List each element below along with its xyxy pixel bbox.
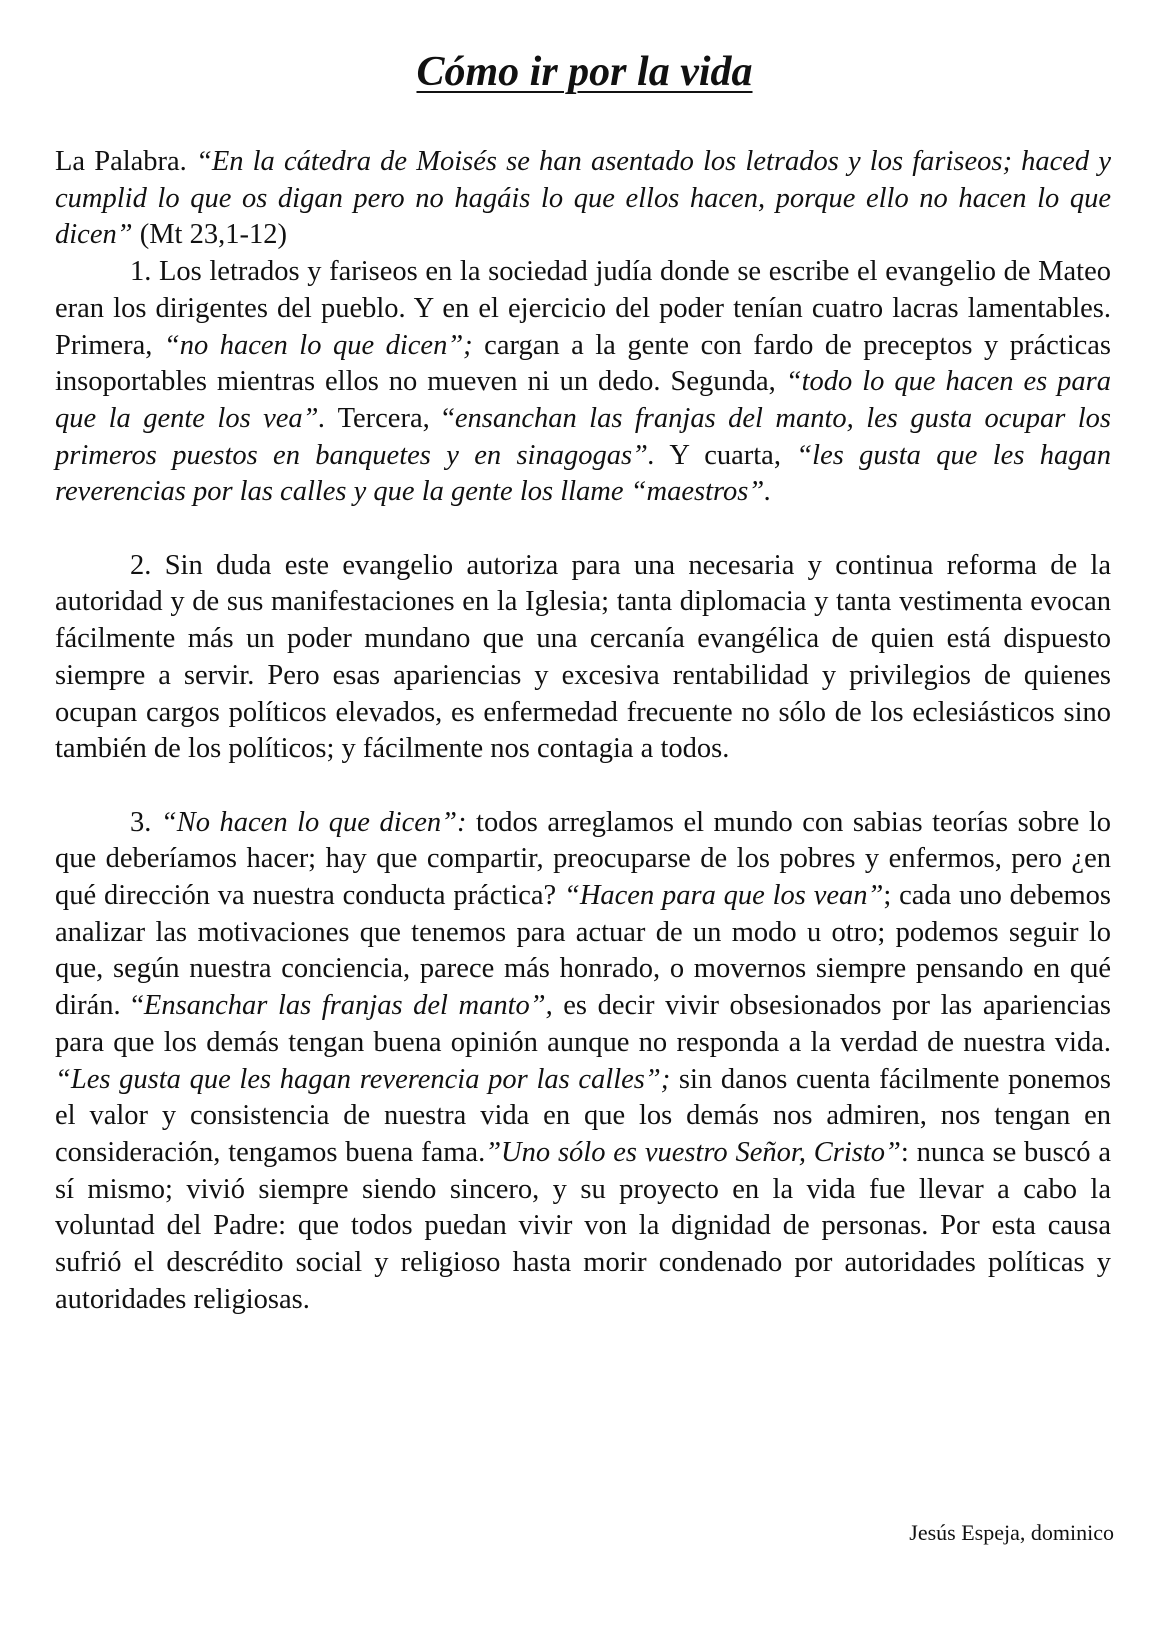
paragraph-3: [55, 805, 1111, 1319]
p3-quote-1: “No hacen lo que dicen”:: [160, 806, 467, 838]
article-body: [55, 144, 1111, 1318]
p1-quote-3: ensanchan las franjas del manto, les gusta ocupar los primeros puestos en banquetes y en sinagogas”.: [55, 402, 1112, 471]
p1-text-3: Tercera, “: [325, 402, 455, 434]
intro-paragraph: [55, 144, 1111, 254]
p3-quote-4: “Les gusta que les hagan reverencia por las calles”;: [55, 1063, 671, 1095]
paragraph-1: [55, 254, 1111, 511]
p3-text-1: 3.: [130, 806, 161, 838]
p3-text-3: ; cada uno debemos analizar las motivaciones que tenemos para actuar de un modo u otro; podemos seguir lo que, según nuestra conciencia, parece más honrado, o movernos siempre pensando en qué dirán. “: [55, 880, 1111, 1022]
p1-text-2: cargan a la gente con fardo de preceptos y prácticas insoportables mientras ellos no mueven ni un dedo. Segunda,: [55, 329, 1112, 398]
p1-text-1: 1. Los letrados y fariseos en la sociedad judía donde se escribe el evangelio de Mateo eran los dirigentes del pueblo. Y en el ejercicio del poder tenían cuatro lacras lamentables. Primera,: [55, 256, 1111, 361]
author-signature: Jesús Espeja, dominico: [909, 1520, 1114, 1545]
p3-quote-5: ”Uno sólo es vuestro Señor, Cristo”: [485, 1136, 901, 1168]
p1-quote-1: “no hacen lo que dicen”;: [163, 329, 473, 361]
p3-text-5: sin danos cuenta fácilmente ponemos el valor y consistencia de nuestra vida en que los demás nos admiren, nos tengan en consideración, tengamos buena fama.: [55, 1063, 1111, 1168]
p1-quote-2: “todo lo que hacen es para que la gente los vea”.: [55, 366, 1112, 434]
page-title: [0, 42, 1169, 102]
intro-lead: La Palabra.: [55, 146, 196, 177]
intro-quote: “En la cátedra de Moisés se han asentado los letrados y los fariseos; haced y cumplid lo que os digan pero no hagáis lo que ellos hacen, porque ello no hacen lo que dicen”: [55, 146, 1111, 251]
p3-text-6: : nunca se buscó a sí mismo; vivió siempre siendo sincero, y su proyecto en la vida fue llevar a cabo la voluntad del Padre: que todos puedan vivir von la dignidad de personas. Por esta causa sufrió el descrédito social y religioso hasta morir condenado por autoridades políticas y autoridades religiosas.: [55, 1136, 1111, 1315]
p2-text: 2. Sin duda este evangelio autoriza para una necesaria y continua reforma de la autoridad y de sus manifestaciones en la Iglesia; tanta diplomacia y tanta vestimenta evocan fácilmente más un poder mundano que una cercanía evangélica de quien está dispuesto siempre a servir. Pero esas apariencias y excesiva rentabilidad y privilegios de quienes ocupan cargos políticos elevados, es enfermedad frecuente no sólo de los eclesiásticos sino también de los políticos; y fácilmente nos contagia a todos.: [55, 549, 1111, 765]
p3-text-4: es decir vivir obsesionados por las apariencias para que los demás tengan buena opinión aunque no responda a la verdad de nuestra vida.: [55, 990, 1111, 1058]
page-title-text: Cómo ir por la vida: [416, 49, 753, 95]
intro-citation: (Mt 23,1-12): [132, 219, 287, 251]
p3-quote-3: Ensanchar las franjas del manto”,: [143, 990, 553, 1022]
p1-text-4: Y cuarta,: [655, 439, 797, 471]
p3-quote-2: “Hacen para que los vean”: [563, 880, 884, 912]
p3-text-2: todos arreglamos el mundo con sabias teorías sobre lo que deberíamos hacer; hay que compartir, preocuparse de los pobres y enfermos, pero ¿en qué dirección va nuestra conducta práctica?: [55, 806, 1111, 912]
paragraph-2: [55, 548, 1111, 768]
p1-quote-4: “les gusta que les hagan reverencias por las calles y que la gente los llame “maestros”.: [55, 439, 1112, 508]
